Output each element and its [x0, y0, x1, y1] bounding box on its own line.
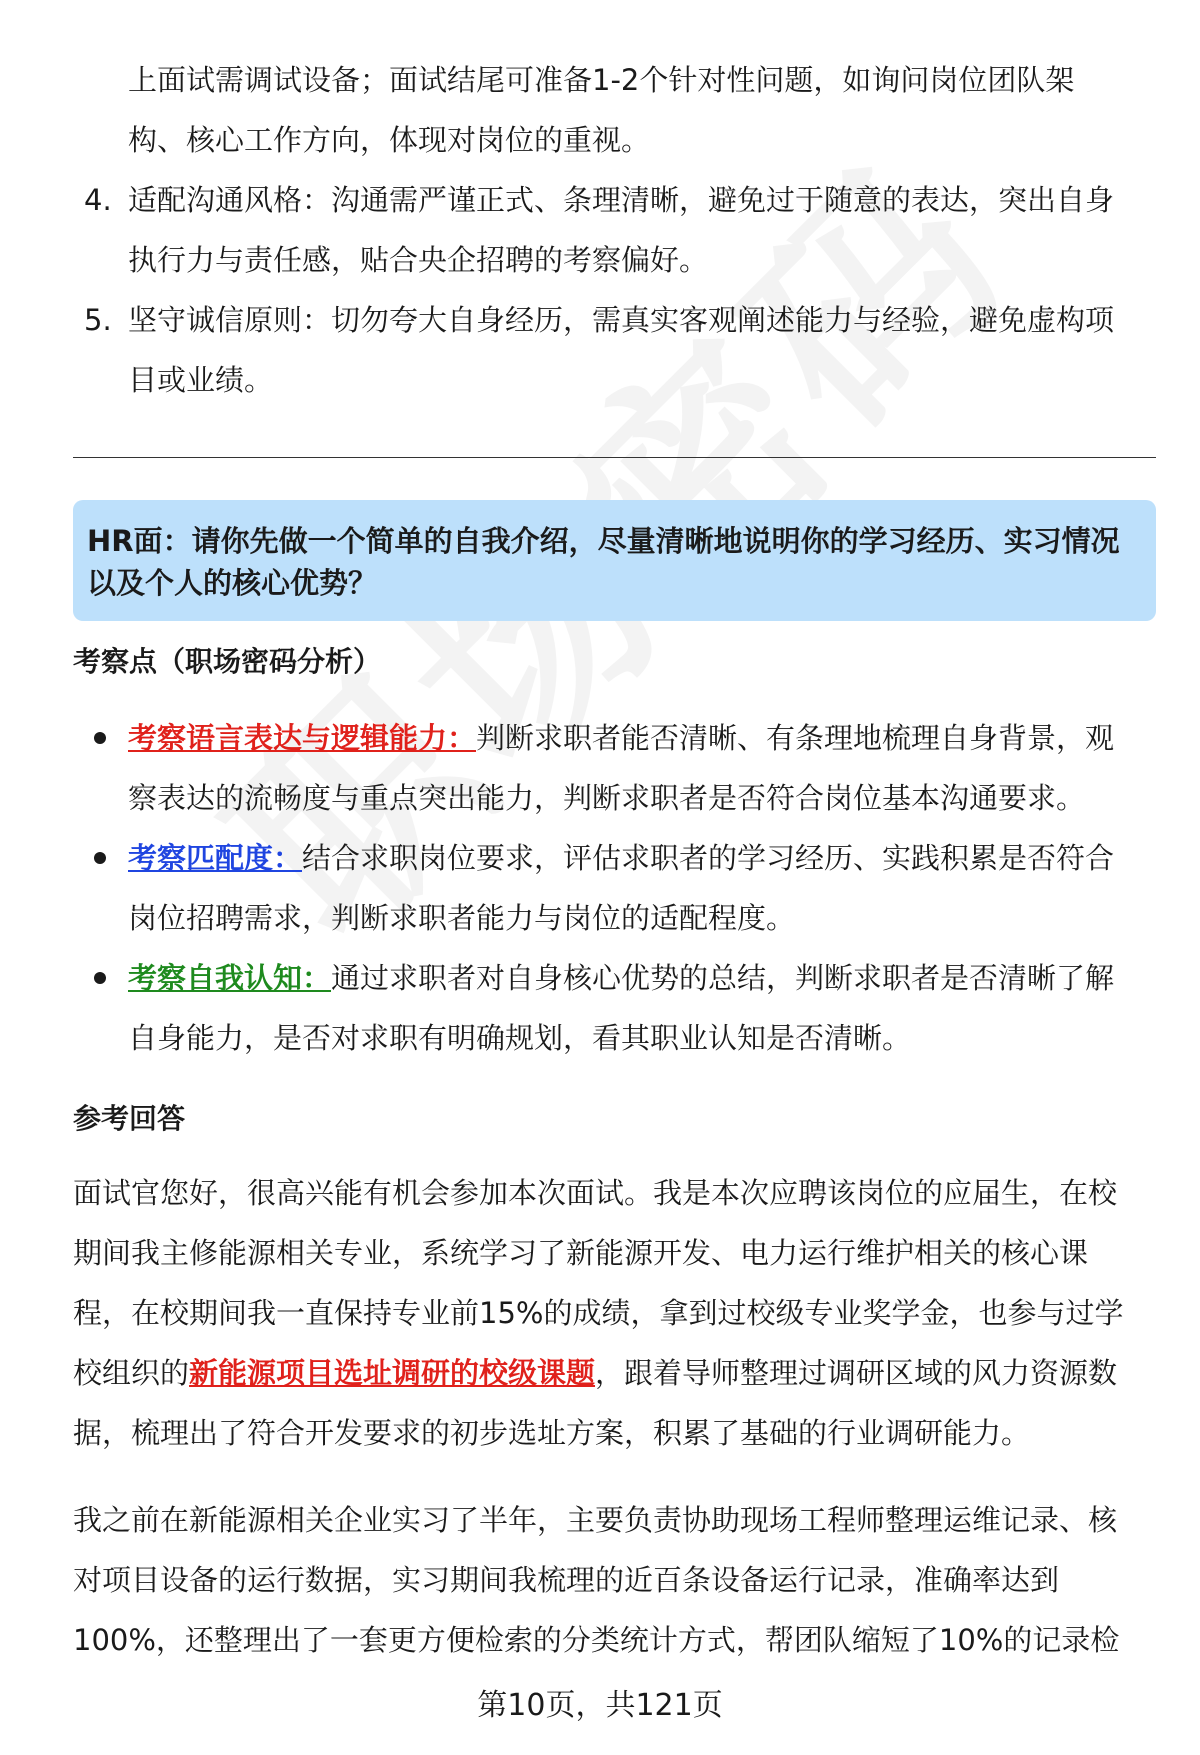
question-box: [73, 500, 1156, 621]
bullet-icon: [94, 972, 106, 984]
bullet-label: 考察语言表达与逻辑能力：: [128, 721, 477, 755]
list-number: 4.: [84, 183, 112, 217]
paragraph-line: 我之前在新能源相关企业实习了半年，主要负责协助现场工程师整理运维记录、核: [73, 1503, 1118, 1537]
list-item-text: 执行力与责任感，贴合央企招聘的考察偏好。: [128, 243, 709, 277]
list-item-text: 上面试需调试设备；面试结尾可准备1-2个针对性问题，如询问岗位团队架: [128, 63, 1075, 97]
bullet-icon: [94, 852, 106, 864]
list-item: [90, 708, 1150, 828]
list-item-text: 适配沟通风格：沟通需严谨正式、条理清晰，避免过于随意的表达，突出自身: [128, 183, 1115, 217]
answer-paragraph-2: [73, 1490, 1158, 1670]
bullet-text: 通过求职者对自身核心优势的总结，判断求职者是否清晰了解: [331, 961, 1115, 995]
list-number: 5.: [84, 303, 112, 337]
list-item: [90, 948, 1150, 1068]
paragraph-line: 100%，还整理出了一套更方便检索的分类统计方式，帮团队缩短了10%的记录检: [73, 1623, 1120, 1657]
paragraph-line: 期间我主修能源相关专业，系统学习了新能源开发、电力运行维护相关的核心课: [73, 1236, 1089, 1270]
answer-paragraph-1: [73, 1163, 1158, 1463]
paragraph-line: 面试官您好，很高兴能有机会参加本次面试。我是本次应聘该岗位的应届生，在校: [73, 1176, 1118, 1210]
list-item-text: 目或业绩。: [128, 363, 274, 397]
highlighted-text: 新能源项目选址调研的校级课题: [189, 1356, 596, 1390]
bullet-text: 判断求职者能否清晰、有条理地梳理自身背景，观: [476, 721, 1115, 755]
question-text: HR面：请你先做一个简单的自我介绍，尽量清晰地说明你的学习经历、实习情况以及个人的核心优势？: [87, 524, 1120, 600]
bullet-text: 结合求职岗位要求，评估求职者的学习经历、实践积累是否符合: [302, 841, 1115, 875]
paragraph-line: 程，在校期间我一直保持专业前15%的成绩，拿到过校级专业奖学金，也参与过学: [73, 1296, 1124, 1330]
text-span: 校组织的: [73, 1356, 190, 1390]
list-item-text: 构、核心工作方向，体现对岗位的重视。: [128, 123, 651, 157]
list-item: [90, 828, 1150, 948]
paragraph-line: 对项目设备的运行数据，实习期间我梳理的近百条设备运行记录，准确率达到: [73, 1563, 1060, 1597]
bullet-text: 察表达的流畅度与重点突出能力，判断求职者是否符合岗位基本沟通要求。: [128, 781, 1086, 815]
assessment-bullet-list: [90, 708, 1150, 1068]
page-number: 第10页，共121页: [477, 1688, 723, 1723]
section-divider: [73, 457, 1156, 458]
list-item: [84, 290, 1144, 410]
paragraph-line: 据，梳理出了符合开发要求的初步选址方案，积累了基础的行业调研能力。: [73, 1416, 1031, 1450]
bullet-icon: [94, 732, 106, 744]
text-span: ，跟着导师整理过调研区域的风力资源数: [595, 1356, 1118, 1390]
list-item: [84, 170, 1144, 290]
bullet-label: 考察自我认知：: [128, 961, 332, 995]
list-item-text: 坚守诚信原则：切勿夸大自身经历，需真实客观阐述能力与经验，避免虚构项: [128, 303, 1115, 337]
assessment-heading: 考察点（职场密码分析）: [73, 645, 382, 678]
bullet-text: 自身能力，是否对求职有明确规划，看其职业认知是否清晰。: [128, 1021, 912, 1055]
numbered-list: [84, 50, 1144, 410]
answer-heading: 参考回答: [73, 1102, 186, 1135]
bullet-label: 考察匹配度：: [128, 841, 303, 875]
bullet-text: 岗位招聘需求，判断求职者能力与岗位的适配程度。: [128, 901, 796, 935]
paragraph-line: [73, 1343, 1158, 1403]
list-item: [84, 50, 1144, 170]
